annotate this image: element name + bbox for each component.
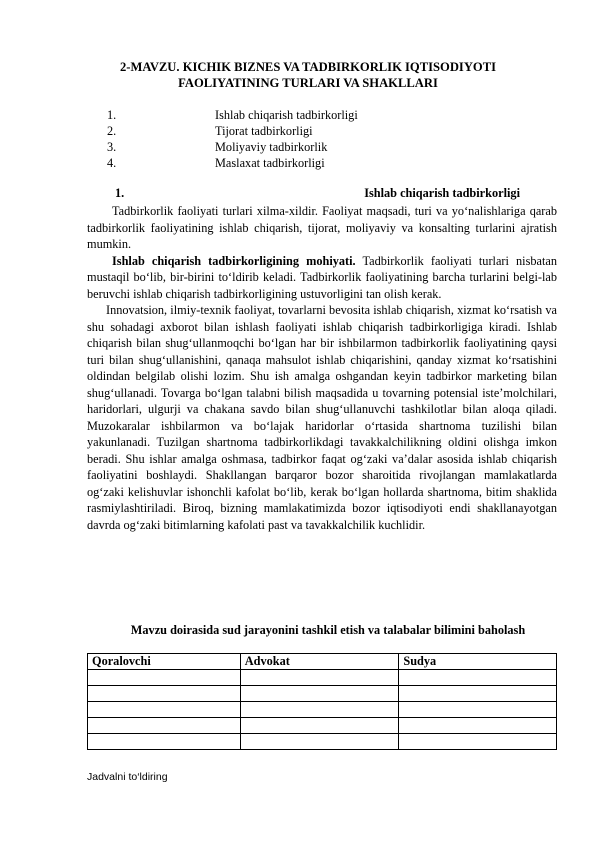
table-cell[interactable] <box>88 718 241 734</box>
table-cell[interactable] <box>240 670 399 686</box>
title-line-2: FAOLIYATINING TURLARI VA SHAKLLARI <box>178 75 438 90</box>
toc-label: Moliyaviy tadbirkorlik <box>215 140 328 154</box>
title-line-1: 2-MAVZU. KICHIK BIZNES VA TADBIRKORLIK IQTISODIYOTI <box>119 60 497 74</box>
table-cell[interactable] <box>399 670 557 686</box>
table-cell[interactable] <box>399 702 557 718</box>
paragraph-lead: Ishlab chiqarish tadbirkorligining mohiyati. <box>112 253 356 268</box>
page-title <box>60 60 556 91</box>
toc-number: 2. <box>107 124 117 138</box>
section-number: 1. <box>115 186 125 200</box>
table-row <box>88 702 557 718</box>
toc-number: 4. <box>107 156 117 170</box>
table-cell[interactable] <box>240 702 399 718</box>
toc-item <box>107 123 358 139</box>
table-row <box>88 734 557 750</box>
table-cell[interactable] <box>88 670 241 686</box>
section-title: Ishlab chiqarish tadbirkorligi <box>364 186 520 200</box>
table-row <box>88 718 557 734</box>
section-heading <box>115 186 520 201</box>
toc-item <box>107 139 358 155</box>
table-cell[interactable] <box>399 686 557 702</box>
table-cell[interactable] <box>399 734 557 750</box>
toc-label: Tijorat tadbirkorligi <box>215 124 313 138</box>
table-cell[interactable] <box>88 702 241 718</box>
table-title: Mavzu doirasida sud jarayonini tashkil etish va talabalar bilimini baholash <box>130 623 526 637</box>
table-row <box>88 686 557 702</box>
table-cell[interactable] <box>88 734 241 750</box>
table-cell[interactable] <box>240 686 399 702</box>
column-header-advocate: Advokat <box>240 654 399 670</box>
toc-label: Ishlab chiqarish tadbirkorligi <box>215 108 358 122</box>
assessment-table <box>87 653 557 750</box>
table-cell[interactable] <box>240 718 399 734</box>
table-cell[interactable] <box>240 734 399 750</box>
table-header-row <box>88 654 557 670</box>
toc-item <box>107 155 358 171</box>
table-of-contents <box>107 107 358 171</box>
toc-number: 1. <box>107 108 117 122</box>
table-cell[interactable] <box>399 718 557 734</box>
paragraph: Tadbirkorlik faoliyati turlari xilma-xildir. Faoliyat maqsadi, turi va yo‘nalishlariga qarab tadbirkorlik faoliyatining ishlab chiqarish, tijorat, moliyaviy va konsalting turlarini ajratish mumkin. <box>87 204 557 251</box>
body-text <box>87 203 557 533</box>
paragraph-text: Tadbirkorlik faoliyati turlari nisbatan mustaqil bo‘lib, bir-birini to‘ldirib keladi. Tadbirkorlik faoliyatining barcha turlarini belgi-lab beruvchi ishlab chiqarish tadbirkorligining ustuvorligini tan olish kerak. <box>87 253 557 301</box>
column-header-prosecutor: Qoralovchi <box>88 654 241 670</box>
table-caption: Jadvalni to‘ldiring <box>87 771 168 783</box>
column-header-judge: Sudya <box>399 654 557 670</box>
table-cell[interactable] <box>88 686 241 702</box>
toc-number: 3. <box>107 140 117 154</box>
table-row <box>88 670 557 686</box>
toc-item <box>107 107 358 123</box>
toc-label: Maslaxat tadbirkorligi <box>215 156 325 170</box>
paragraph <box>87 253 557 303</box>
paragraph: Innovatsion, ilmiy-texnik faoliyat, tovarlarni bevosita ishlab chiqarish, xizmat ko‘rsatish va shu sohadagi axborot bilan ishlash faoliyati ishlab chiqarish tadbirkorligiga kiradi. Ishlab chiqarish bilan shug‘ullanmoqchi bo‘lgan har bir ishbilarmon tadbirkorlik faoliyatining qaysi turi bilan shug‘ullanishini, qanaqa mahsulot ishlab chiqarishini, qanday xizmat ko‘rsatishini oldindan belgilab olishi lozim. Shu ish amalga oshgandan keyin tadbirkor marketing bilan shug‘ullanadi. Tovarga bo‘lgan talabni bilish maqsadida u tovarning potensial iste’molchilari, haridorlari, ulgurji va chakana savdo bilan shug‘ullanuvchi tashkilotlar bilan aloqa qiladi. Muzokaralar ishbilarmon va bo‘lajak haridorlar o‘rtasida shartnoma tuzilishi bilan yakunlanadi. Tuzilgan shartnoma tadbirkorlikdagi tavakkalchilikning oldini olishga imkon beradi. Shu ishlar amalga oshmasa, tadbirkor faqat og‘zaki va’dalar asosida ishlab chiqarish faoliyatini boshlaydi. Shakllangan barqaror bozor sharoitida rivojlangan mamlakatlarda og‘zaki kelishuvlar ishonchli kafolat bo‘lib, kerak bo‘lgan hollarda shartnoma, bitim shaklida rasmiylashtiriladi. Biroq, bizning mamlakatimizda bozor iqtisodiyoti endi shakllanayotgan davrda og‘zaki bitimlarning kafolati past va tavakkalchilik kuchlidir. <box>87 303 557 532</box>
